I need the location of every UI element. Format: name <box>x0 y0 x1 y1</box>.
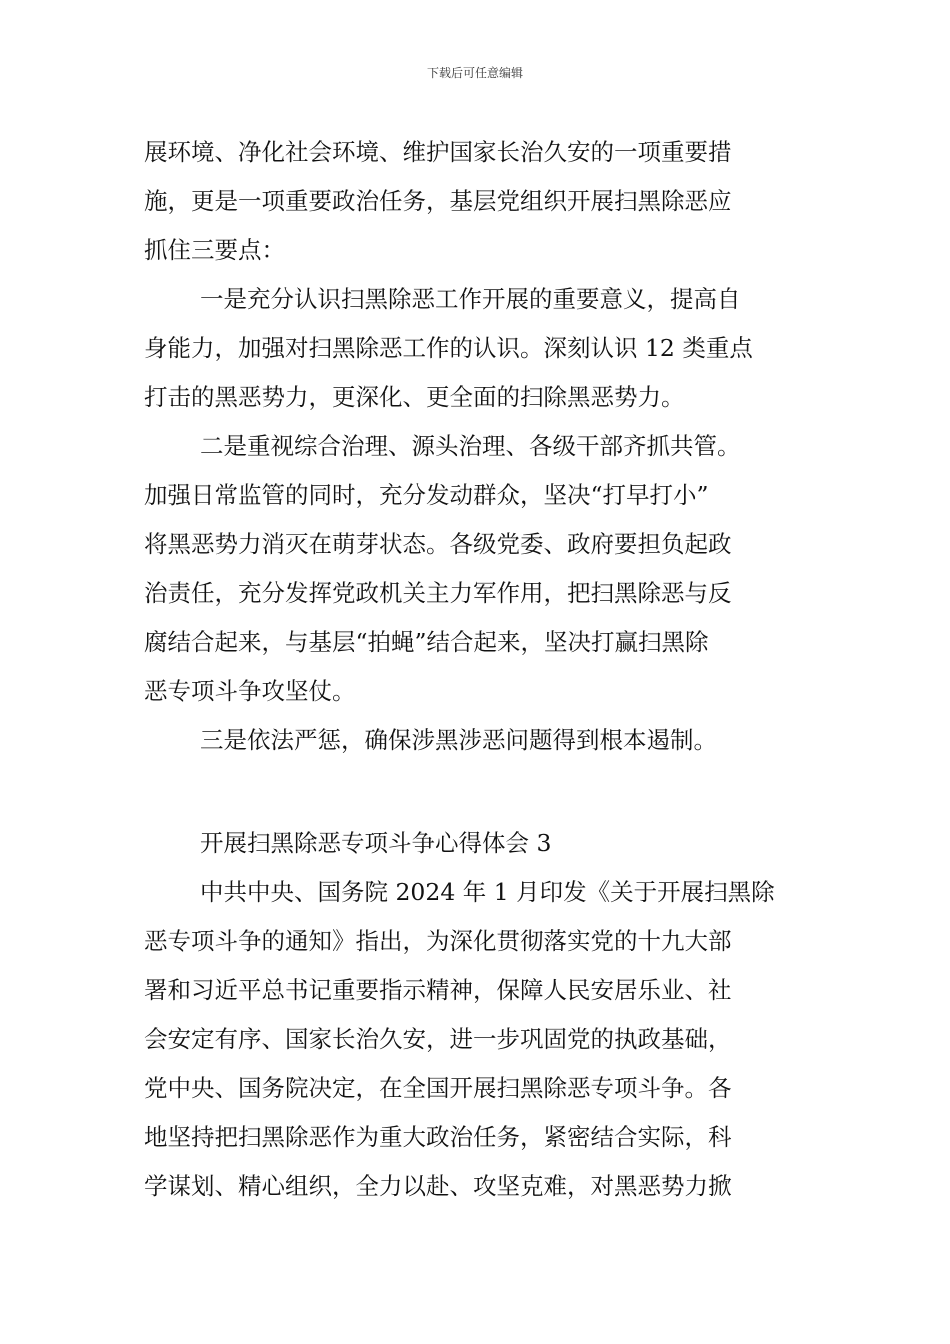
text-line: 中共中央、国务院 2024 年 1 月印发《关于开展扫黑除 <box>200 878 775 906</box>
paragraph-point-two <box>144 422 816 716</box>
text-line: 署和习近平总书记重要指示精神，保障人民安居乐业、社 <box>144 976 732 1004</box>
paragraph-section-intro <box>144 868 816 1211</box>
text-line: 二是重视综合治理、源头治理、各级干部齐抓共管。 <box>200 432 741 460</box>
text-line: 恶专项斗争的通知》指出，为深化贯彻落实党的十九大部 <box>144 927 732 955</box>
text-line: 学谋划、精心组织，全力以赴、攻坚克难，对黑恶势力掀 <box>144 1172 732 1200</box>
text-line: 施，更是一项重要政治任务，基层党组织开展扫黑除恶应 <box>144 187 732 215</box>
text-line: 打击的黑恶势力，更深化、更全面的扫除黑恶势力。 <box>144 383 685 411</box>
text-line: 加强日常监管的同时，充分发动群众，坚决“打早打小” <box>144 481 709 509</box>
text-line: 展环境、净化社会环境、维护国家长治久安的一项重要措 <box>144 138 732 166</box>
text-line: 地坚持把扫黑除恶作为重大政治任务，紧密结合实际，科 <box>144 1123 732 1151</box>
text-line: 将黑恶势力消灭在萌芽状态。各级党委、政府要担负起政 <box>144 530 732 558</box>
paragraph-point-one <box>144 275 816 422</box>
text-line: 党中央、国务院决定，在全国开展扫黑除恶专项斗争。各 <box>144 1074 732 1102</box>
section-gap <box>144 765 816 819</box>
paragraph-continuation <box>144 128 816 275</box>
text-line: 一是充分认识扫黑除恶工作开展的重要意义，提高自 <box>200 285 741 313</box>
text-line: 身能力，加强对扫黑除恶工作的认识。深刻认识 12 类重点 <box>144 334 753 362</box>
text-line: 三是依法严惩，确保涉黑涉恶问题得到根本遏制。 <box>200 726 717 754</box>
text-line: 治责任，充分发挥党政机关主力军作用，把扫黑除恶与反 <box>144 579 732 607</box>
document-body <box>144 128 816 1211</box>
section-title: 开展扫黑除恶专项斗争心得体会 3 <box>200 829 552 857</box>
paragraph-point-three <box>144 716 816 765</box>
text-line: 抓住三要点： <box>144 236 285 264</box>
text-line: 腐结合起来，与基层“拍蝇”结合起来，坚决打赢扫黑除 <box>144 628 709 656</box>
text-line: 恶专项斗争攻坚仗。 <box>144 677 356 705</box>
page-header: 下载后可任意编辑 <box>426 66 523 80</box>
text-line: 会安定有序、国家长治久安，进一步巩固党的执政基础， <box>144 1025 732 1053</box>
